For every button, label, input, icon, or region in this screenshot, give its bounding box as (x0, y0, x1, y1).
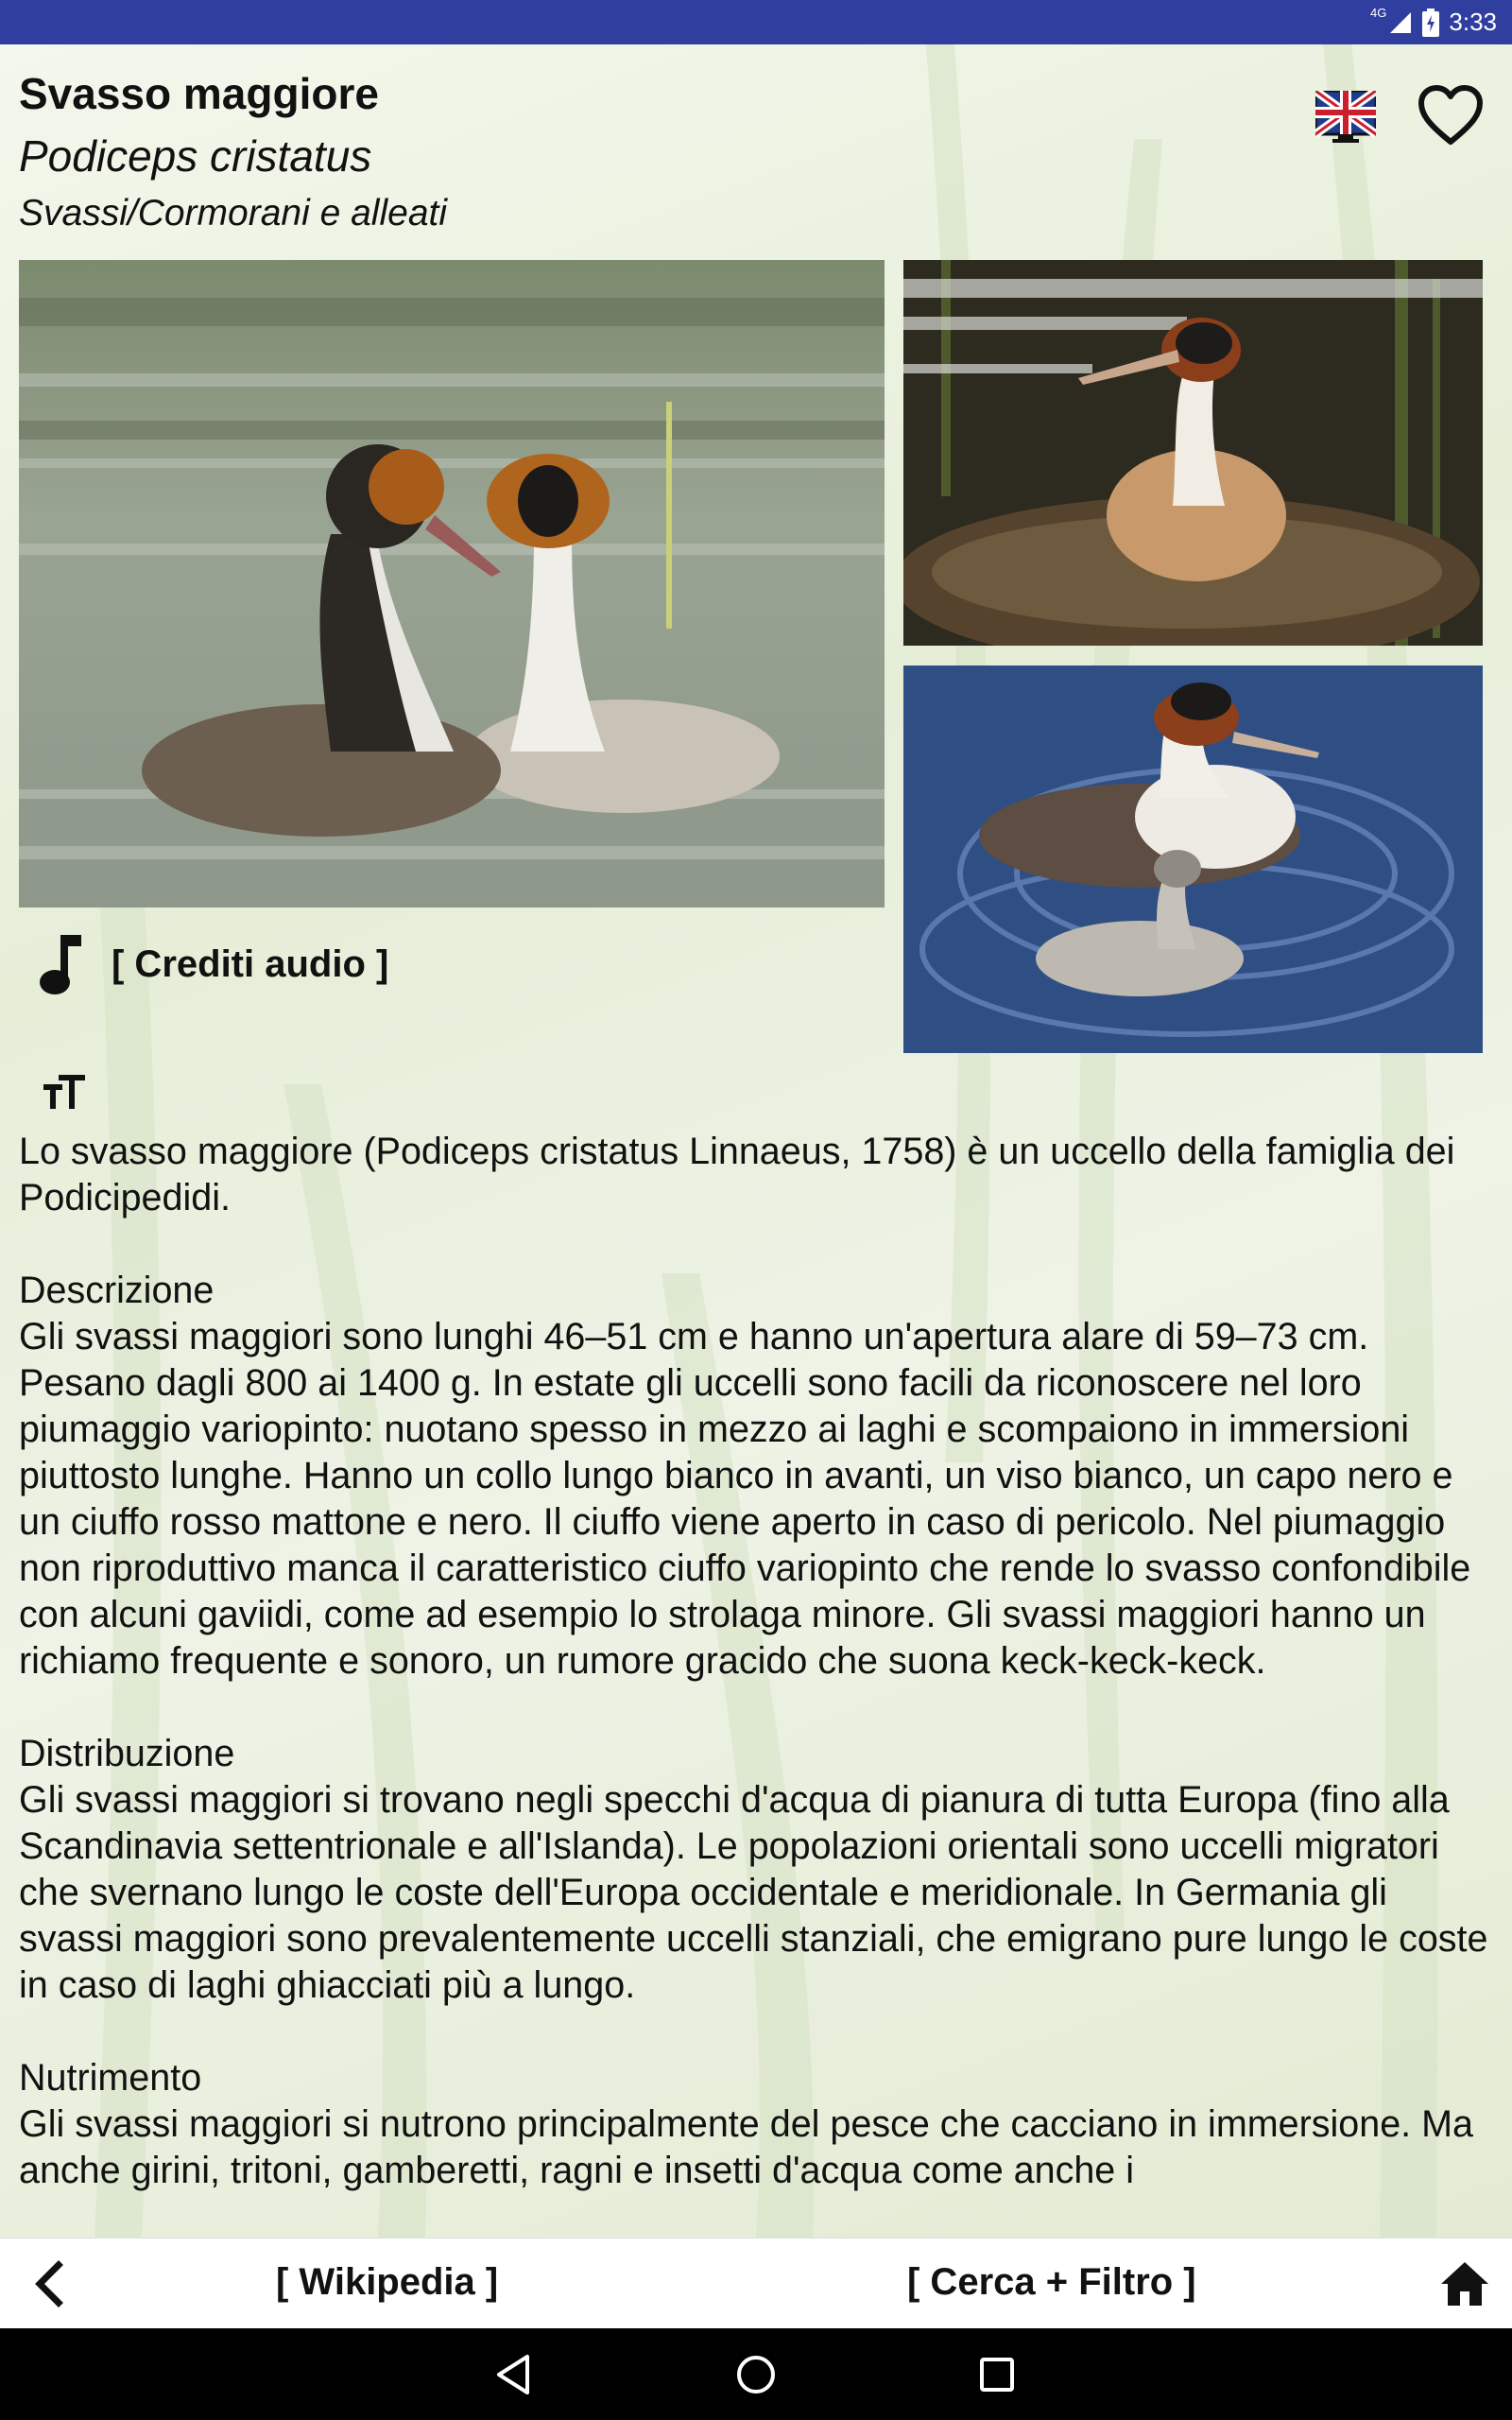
music-note-icon (34, 931, 87, 997)
system-home-button[interactable] (732, 2351, 780, 2398)
back-button[interactable] (26, 2259, 72, 2308)
photo-grebe-chick[interactable] (903, 666, 1483, 1053)
photo-grebe-nest[interactable] (903, 260, 1483, 646)
section-heading: Descrizione (19, 1270, 215, 1311)
heart-outline-icon (1418, 85, 1484, 147)
section-heading: Nutrimento (19, 2057, 202, 2099)
clock: 3:33 (1449, 8, 1497, 36)
system-navigation-bar (0, 2328, 1512, 2420)
search-filter-button[interactable]: [ Cerca + Filtro ] (907, 2261, 1196, 2303)
status-icons (1370, 0, 1497, 44)
page-title: Svasso maggiore (19, 69, 379, 118)
language-button[interactable] (1315, 91, 1376, 144)
article-section-distribuzione (19, 1731, 1493, 2009)
uk-flag-icon (1315, 91, 1376, 144)
species-description (19, 1129, 1493, 2216)
article-section-descrizione (19, 1268, 1493, 1685)
battery-icon (1422, 9, 1439, 37)
photo-courting-grebes[interactable] (19, 260, 885, 908)
section-body: Gli svassi maggiori si nutrono principalmente del pesce che cacciano in immersione. Ma anche girini, tritoni, gamberetti, ragni e insetti d'acqua come anche i (19, 2103, 1473, 2191)
nesting-grebe-image (903, 260, 1483, 646)
home-button[interactable] (1438, 2259, 1491, 2308)
status-bar (0, 0, 1512, 44)
grebes-image (19, 260, 885, 908)
text-size-icon (43, 1073, 87, 1111)
home-icon (1438, 2259, 1491, 2308)
chevron-left-icon (26, 2259, 72, 2308)
scientific-name: Podiceps cristatus (19, 131, 372, 181)
network-type: 4G (1370, 6, 1387, 20)
grebe-with-chick-image (903, 666, 1483, 1053)
article-intro: Lo svasso maggiore (Podiceps cristatus Linnaeus, 1758) è un uccello della famiglia dei Podicipedidi. (19, 1131, 1455, 1219)
section-heading: Distribuzione (19, 1733, 235, 1774)
bird-family: Svassi/Cormorani e alleati (19, 193, 448, 233)
system-recents-button[interactable] (973, 2351, 1021, 2398)
favorite-button[interactable] (1418, 85, 1484, 147)
article-section-nutrimento (19, 2055, 1493, 2194)
recents-square-icon (973, 2351, 1021, 2398)
system-back-button[interactable] (491, 2351, 539, 2398)
home-circle-icon (732, 2351, 780, 2398)
signal-icon (1388, 10, 1413, 35)
audio-credits-link[interactable]: [ Crediti audio ] (112, 943, 389, 985)
wikipedia-button[interactable]: [ Wikipedia ] (276, 2261, 499, 2303)
text-size-button[interactable] (43, 1073, 87, 1111)
back-triangle-icon (491, 2351, 539, 2398)
section-body: Gli svassi maggiori si trovano negli specchi d'acqua di pianura di tutta Europa (fino alla Scandinavia settentrionale e all'Islanda). Le popolazioni orientali sono uccelli migratori che svernano lungo le coste dell'Europa occidentale e meridionale. In Germania gli svassi maggiori sono prevalentemente uccelli stanziali, che emigrano pure lungo le coste in caso di laghi ghiacciati più a lungo. (19, 1779, 1488, 2006)
section-body: Gli svassi maggiori sono lunghi 46–51 cm e hanno un'apertura alare di 59–73 cm. Pesano dagli 800 ai 1400 g. In estate gli uccelli sono facili da riconoscere nel loro piumaggio variopinto: nuotano spesso in mezzo ai laghi e scompaiono in immersioni piuttosto lunghe. Hanno un collo lungo bianco in avanti, un viso bianco, un capo nero e un ciuffo rosso mattone e nero. Il ciuffo viene aperto in caso di pericolo. Nel piumaggio non riproduttivo manca il caratteristico ciuffo variopinto che rende lo svasso confondibile con alcuni gaviidi, come ad esempio lo strolaga minore. Gli svassi maggiori hanno un richiamo frequente e sonoro, un rumore gracido che suona keck-keck-keck. (19, 1316, 1471, 1682)
audio-play-button[interactable] (34, 931, 87, 997)
bottom-toolbar (0, 2238, 1512, 2329)
